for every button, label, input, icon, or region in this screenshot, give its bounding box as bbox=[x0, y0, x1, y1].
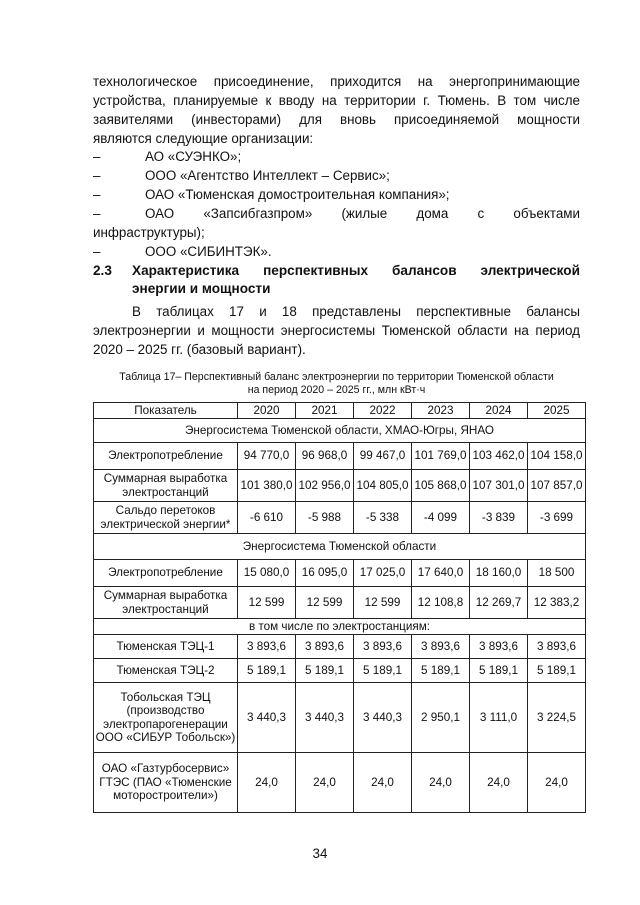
list-item-text bbox=[145, 204, 580, 223]
value-cell: -5 338 bbox=[354, 502, 412, 534]
row-label: Электропотребление bbox=[94, 560, 238, 587]
value-cell: 107 857,0 bbox=[528, 470, 586, 502]
value-cell: 17 640,0 bbox=[412, 560, 470, 587]
table-row bbox=[94, 470, 586, 502]
word: дома bbox=[416, 206, 449, 221]
row-label: Тюменская ТЭЦ-2 bbox=[94, 659, 238, 683]
value-cell: 3 440,3 bbox=[296, 683, 354, 753]
list-item-continuation: инфраструктуры); bbox=[93, 225, 205, 240]
list-item bbox=[93, 242, 580, 261]
word: объектами bbox=[513, 206, 580, 221]
value-cell: 5 189,1 bbox=[470, 659, 528, 683]
value-cell: 12 599 bbox=[296, 587, 354, 619]
value-cell: -5 988 bbox=[296, 502, 354, 534]
value-cell: 12 383,2 bbox=[528, 587, 586, 619]
value-cell: 2 950,1 bbox=[412, 683, 470, 753]
para2-line-1: В таблицах 17 и 18 представлены перспективные балансы bbox=[132, 304, 580, 319]
header-cell: 2021 bbox=[296, 403, 354, 419]
table-row bbox=[94, 659, 586, 683]
group-row bbox=[94, 419, 586, 443]
value-cell: -6 610 bbox=[238, 502, 296, 534]
word: балансов bbox=[392, 263, 457, 278]
word: с bbox=[477, 206, 485, 221]
row-label: Суммарная выработка электростанций bbox=[94, 587, 238, 619]
list-dash: – bbox=[93, 149, 101, 164]
value-cell: 3 893,6 bbox=[238, 635, 296, 659]
value-cell: -4 099 bbox=[412, 502, 470, 534]
subgroup-cell: в том числе по электростанциям: bbox=[94, 619, 586, 635]
row-label: Электропотребление bbox=[94, 443, 238, 470]
intro-line-1: технологическое присоединение, приходится на энергопринимающие bbox=[93, 74, 580, 89]
value-cell: 96 968,0 bbox=[296, 443, 354, 470]
list-item-zapsibgazprom bbox=[93, 204, 580, 223]
value-cell: 17 025,0 bbox=[354, 560, 412, 587]
header-cell: 2020 bbox=[238, 403, 296, 419]
value-cell: 5 189,1 bbox=[296, 659, 354, 683]
value-cell: 12 599 bbox=[354, 587, 412, 619]
value-cell: 3 440,3 bbox=[354, 683, 412, 753]
value-cell: 24,0 bbox=[354, 753, 412, 813]
list-item-text: АО «СУЭНКО»; bbox=[145, 149, 242, 164]
value-cell: 16 095,0 bbox=[296, 560, 354, 587]
para2-line-3: 2020 – 2025 гг. (базовый вариант). bbox=[93, 342, 306, 357]
list-item-text: ООО «СИБИНТЭК». bbox=[145, 244, 272, 259]
intro-line-2: устройства, планируемые к вводу на территории г. Тюмень. В том числе bbox=[93, 93, 580, 108]
word: «Запсибгазпром» bbox=[203, 206, 313, 221]
value-cell: 102 956,0 bbox=[296, 470, 354, 502]
value-cell: 12 599 bbox=[238, 587, 296, 619]
value-cell: 12 269,7 bbox=[470, 587, 528, 619]
header-cell: 2025 bbox=[528, 403, 586, 419]
header-cell: 2024 bbox=[470, 403, 528, 419]
value-cell: 24,0 bbox=[470, 753, 528, 813]
list-item-text: ООО «Агентство Интеллект – Сервис»; bbox=[145, 168, 390, 183]
word: (жилые bbox=[341, 206, 388, 221]
section-title-line-2: энергии и мощности bbox=[132, 281, 271, 296]
value-cell: -3 699 bbox=[528, 502, 586, 534]
value-cell: 3 893,6 bbox=[528, 635, 586, 659]
value-cell: 3 893,6 bbox=[470, 635, 528, 659]
value-cell: 5 189,1 bbox=[412, 659, 470, 683]
table-row bbox=[94, 587, 586, 619]
value-cell: 24,0 bbox=[528, 753, 586, 813]
section-number: 2.3 bbox=[93, 263, 112, 278]
table-caption-line-2: на период 2020 – 2025 гг., млн кВт·ч bbox=[247, 384, 426, 396]
value-cell: 94 770,0 bbox=[238, 443, 296, 470]
row-label: Суммарная выработка электростанций bbox=[94, 470, 238, 502]
list-item bbox=[93, 185, 580, 204]
list-item-text: ОАО «Тюменская домостроительная компания»; bbox=[145, 187, 450, 202]
group-cell: Энергосистема Тюменской области, ХМАО-Югры, ЯНАО bbox=[94, 419, 586, 443]
value-cell: 3 111,0 bbox=[470, 683, 528, 753]
value-cell: -3 839 bbox=[470, 502, 528, 534]
value-cell: 18 160,0 bbox=[470, 560, 528, 587]
word: ОАО bbox=[145, 206, 175, 221]
value-cell: 101 380,0 bbox=[238, 470, 296, 502]
table-row bbox=[94, 753, 586, 813]
value-cell: 103 462,0 bbox=[470, 443, 528, 470]
value-cell: 24,0 bbox=[412, 753, 470, 813]
table-caption-line-1: Таблица 17– Перспективный баланс электроэнергии по территории Тюменской области bbox=[119, 371, 554, 383]
subgroup-row bbox=[94, 619, 586, 635]
group-cell: Энергосистема Тюменской области bbox=[94, 534, 586, 560]
row-label: Сальдо перетоков электрической энергии* bbox=[94, 502, 238, 534]
table-row bbox=[94, 683, 586, 753]
row-label: Тюменская ТЭЦ-1 bbox=[94, 635, 238, 659]
group-row bbox=[94, 534, 586, 560]
value-cell: 12 108,8 bbox=[412, 587, 470, 619]
section-title-line-1 bbox=[132, 262, 580, 280]
value-cell: 3 893,6 bbox=[354, 635, 412, 659]
word: перспективных bbox=[263, 263, 369, 278]
word: Характеристика bbox=[132, 263, 240, 278]
value-cell: 24,0 bbox=[238, 753, 296, 813]
balance-table bbox=[93, 402, 586, 813]
list-dash: – bbox=[93, 206, 101, 221]
row-label: ОАО «Газтурбосервис» ГТЭС (ПАО «Тюменские моторостроители») bbox=[94, 753, 238, 813]
table-header-row bbox=[94, 403, 586, 419]
list-item bbox=[93, 166, 580, 185]
value-cell: 5 189,1 bbox=[528, 659, 586, 683]
value-cell: 104 158,0 bbox=[528, 443, 586, 470]
value-cell: 3 440,3 bbox=[238, 683, 296, 753]
value-cell: 5 189,1 bbox=[238, 659, 296, 683]
list-dash: – bbox=[93, 244, 101, 259]
value-cell: 104 805,0 bbox=[354, 470, 412, 502]
intro-line-3: заявителями (инвесторами) для вновь присоединяемой мощности bbox=[93, 112, 580, 127]
header-cell: Показатель bbox=[94, 403, 238, 419]
header-cell: 2023 bbox=[412, 403, 470, 419]
value-cell: 105 868,0 bbox=[412, 470, 470, 502]
value-cell: 15 080,0 bbox=[238, 560, 296, 587]
table-row bbox=[94, 635, 586, 659]
word: электрической bbox=[480, 263, 580, 278]
list-dash: – bbox=[93, 168, 101, 183]
value-cell: 5 189,1 bbox=[354, 659, 412, 683]
value-cell: 3 893,6 bbox=[296, 635, 354, 659]
value-cell: 24,0 bbox=[296, 753, 354, 813]
value-cell: 99 467,0 bbox=[354, 443, 412, 470]
table-row bbox=[94, 560, 586, 587]
value-cell: 3 224,5 bbox=[528, 683, 586, 753]
value-cell: 107 301,0 bbox=[470, 470, 528, 502]
table-row bbox=[94, 443, 586, 470]
value-cell: 101 769,0 bbox=[412, 443, 470, 470]
header-cell: 2022 bbox=[354, 403, 412, 419]
list-item bbox=[93, 147, 580, 166]
value-cell: 18 500 bbox=[528, 560, 586, 587]
row-label: Тобольская ТЭЦ (производство электропарогенерации ООО «СИБУР Тобольск») bbox=[94, 683, 238, 753]
value-cell: 3 893,6 bbox=[412, 635, 470, 659]
intro-line-4: являются следующие организации: bbox=[93, 131, 314, 146]
list-dash: – bbox=[93, 187, 101, 202]
para2-line-2: электроэнергии и мощности энергосистемы Тюменской области на период bbox=[93, 323, 580, 338]
page-number: 34 bbox=[312, 846, 328, 861]
table-row bbox=[94, 502, 586, 534]
